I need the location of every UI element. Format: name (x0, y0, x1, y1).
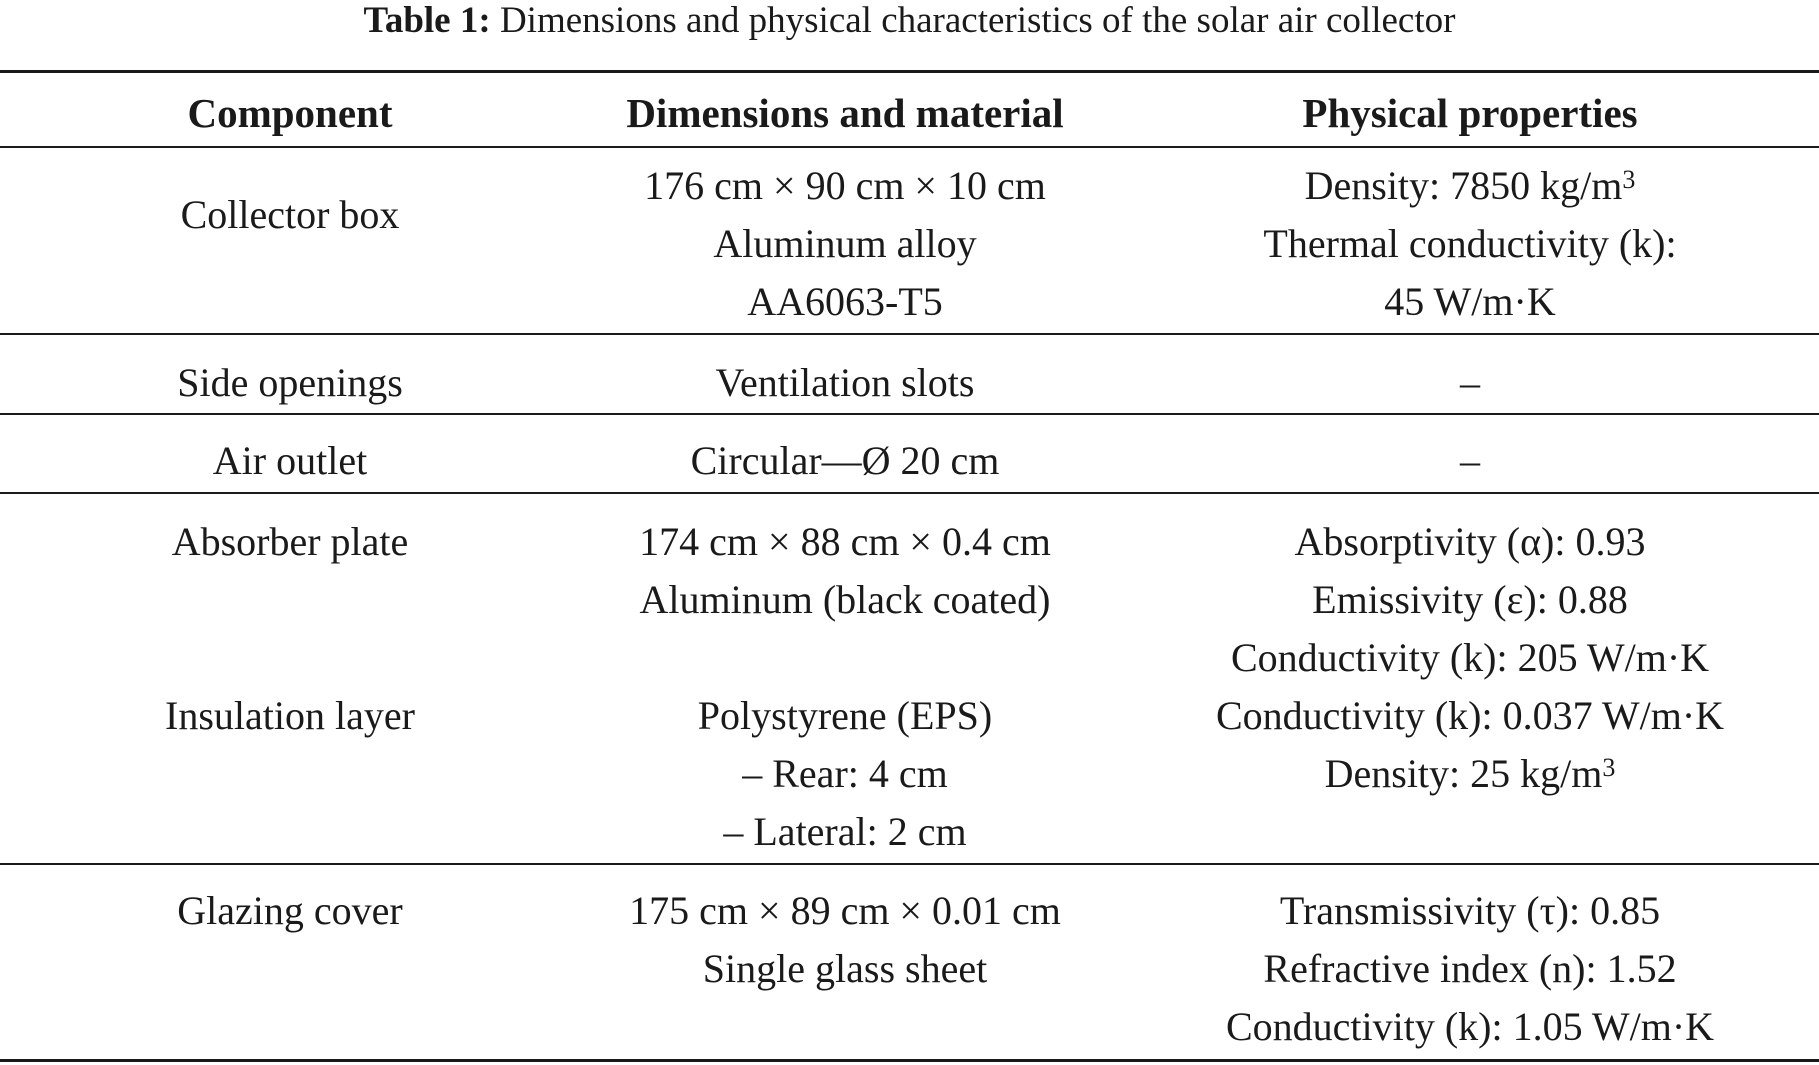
cell-properties (1150, 513, 1790, 687)
cell-properties (1150, 687, 1790, 803)
property-line: Conductivity (k): 205 W/m·K (1230, 635, 1710, 680)
property-line: Refractive index (n): 1.52 (1263, 946, 1677, 991)
cell-dimensions: Ventilation slots (715, 360, 975, 405)
cell-dimensions (540, 687, 1150, 861)
cell-component: Collector box (180, 192, 400, 237)
cell-properties (1150, 157, 1790, 331)
caption-text: Dimensions and physical characteristics of the solar air collector (499, 0, 1456, 41)
table-bottom-rule (0, 1059, 1819, 1062)
property-line: Absorptivity (α): 0.93 (1294, 519, 1646, 564)
property-line (1150, 745, 1790, 803)
cell-component: Air outlet (212, 438, 368, 483)
caption-label: Table 1: (363, 0, 491, 41)
property-line: Conductivity (k): 0.037 W/m·K (1215, 693, 1725, 738)
cell-dimensions: Circular—Ø 20 cm (690, 438, 1000, 483)
density-exponent: 3 (1622, 165, 1636, 194)
cell-properties: – (1460, 360, 1480, 405)
row-rule (0, 333, 1819, 335)
header-properties: Physical properties (1302, 90, 1638, 136)
property-line: Conductivity (k): 1.05 W/m·K (1225, 1004, 1715, 1049)
density-exponent: 3 (1602, 753, 1616, 782)
dimensions-line: – Rear: 4 cm (742, 751, 948, 796)
header-component: Component (187, 90, 393, 136)
property-line: 45 W/m·K (1384, 279, 1556, 324)
dimensions-line: Single glass sheet (702, 946, 988, 991)
dimensions-line: Aluminum alloy (713, 221, 977, 266)
row-rule (0, 492, 1819, 494)
dimensions-line: Aluminum (black coated) (639, 577, 1051, 622)
property-line: Thermal conductivity (k): (1263, 221, 1677, 266)
cell-properties: – (1460, 438, 1480, 483)
header-dimensions: Dimensions and material (626, 90, 1064, 136)
dimensions-line: Polystyrene (EPS) (697, 693, 993, 738)
cell-dimensions (540, 882, 1150, 998)
cell-dimensions (540, 513, 1150, 629)
cell-component: Side openings (177, 360, 403, 405)
dimensions-line: – Lateral: 2 cm (723, 809, 967, 854)
cell-properties (1150, 882, 1790, 1056)
property-line: Transmissivity (τ): 0.85 (1279, 888, 1661, 933)
table-top-rule (0, 70, 1819, 73)
cell-dimensions (540, 157, 1150, 331)
dimensions-line: 174 cm × 88 cm × 0.4 cm (639, 519, 1051, 564)
row-rule (0, 413, 1819, 415)
header-rule (0, 146, 1819, 148)
cell-component: Absorber plate (171, 519, 409, 564)
dimensions-line: 175 cm × 89 cm × 0.01 cm (629, 888, 1061, 933)
table-caption (0, 0, 1819, 42)
density-label: Density: 7850 kg/m (1304, 163, 1623, 208)
dimensions-line: AA6063-T5 (747, 279, 943, 324)
property-line (1150, 157, 1790, 215)
row-rule (0, 863, 1819, 865)
density-label: Density: 25 kg/m (1324, 751, 1603, 796)
dimensions-line: 176 cm × 90 cm × 10 cm (644, 163, 1046, 208)
property-line: Emissivity (ε): 0.88 (1312, 577, 1628, 622)
cell-component: Glazing cover (177, 888, 403, 933)
cell-component: Insulation layer (165, 693, 415, 738)
